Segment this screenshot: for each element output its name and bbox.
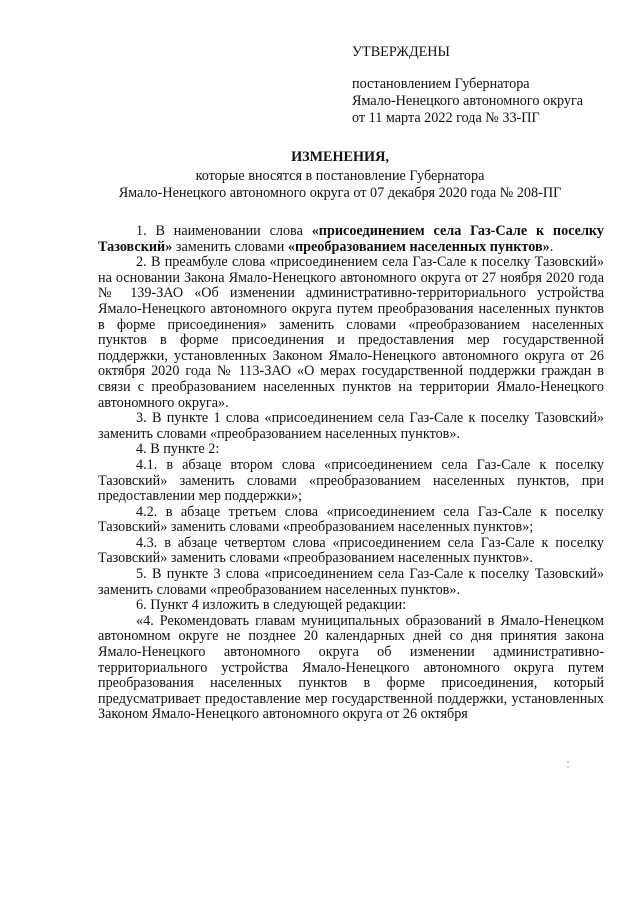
item-1-text-a: 1. В наименовании слова bbox=[136, 223, 312, 239]
item-1 bbox=[98, 224, 604, 255]
item-1-text-c: заменить словами bbox=[172, 238, 288, 255]
item-1-text-e: . bbox=[549, 238, 554, 255]
item-2: 2. В преамбуле слова «присоединением села Газ-Сале к поселку Тазовский» на основании Закона Ямало-Ненецкого автономного округа от 27 ноября 2020 года № 139-ЗАО «Об изменении административно-территориального устройства Ямало-Ненецкого автономного округа путем преобразования населенных пунктов в форме присоединения» заменить словами «преобразованием населенных пунктов в форме присоединения и предоставления мер государственной поддержки, установленных Законом Ямало-Ненецкого автономного округа от 26 октября 2020 года № 113-ЗАО «О мерах государственной поддержки граждан в связи с преобразованием населенных пунктов на территории Ямало-Ненецкого автономного округа». bbox=[98, 254, 604, 411]
document-body bbox=[98, 224, 604, 723]
approval-line-2: Ямало-Ненецкого автономного округа bbox=[352, 93, 584, 109]
approval-line-3: от 11 марта 2022 года № 33-ПГ bbox=[352, 110, 540, 126]
item-6-new-text: «4. Рекомендовать главам муниципальных образований в Ямало-Ненецком автономном округе не позднее 20 календарных дней со дня принятия закона Ямало-Ненецкого автономного округа об изменении административно-территориального устройства Ямало-Ненецкого автономного округа путем преобразования населенных пунктов в форме присоединения, который предусматривает предоставление мер государственной поддержки, установленных Законом Ямало-Ненецкого автономного округа от 26 октября bbox=[98, 612, 604, 723]
item-3: 3. В пункте 1 слова «присоединением села Газ-Сале к поселку Тазовский» заменить словами «преобразованием населенных пунктов». bbox=[98, 410, 604, 442]
approval-heading: УТВЕРЖДЕНЫ bbox=[352, 44, 450, 60]
scan-mark bbox=[567, 760, 569, 770]
item-1-old-words: «присоединением села Газ-Сале к поселку Тазовский» bbox=[98, 223, 604, 255]
item-4-2: 4.2. в абзаце третьем слова «присоединением села Газ-Сале к поселку Тазовский» заменить словами «преобразованием населенных пунктов»; bbox=[98, 503, 604, 536]
approval-line-1: постановлением Губернатора bbox=[352, 76, 530, 92]
item-4-3: 4.3. в абзаце четвертом слова «присоединением села Газ-Сале к поселку Тазовский» заменить словами «преобразованием населенных пунктов». bbox=[98, 534, 604, 567]
approval-stamp bbox=[352, 44, 622, 127]
document-title: ИЗМЕНЕНИЯ, bbox=[291, 149, 389, 165]
item-6: 6. Пункт 4 изложить в следующей редакции: bbox=[136, 597, 407, 614]
item-5: 5. В пункте 3 слова «присоединением села Газ-Сале к поселку Тазовский» заменить словами «преобразованием населенных пунктов». bbox=[98, 566, 604, 598]
document-subtitle-line-1: которые вносятся в постановление Губернатора bbox=[195, 168, 485, 184]
document-title-block bbox=[70, 149, 610, 202]
document-subtitle-line-2: Ямало-Ненецкого автономного округа от 07 декабря 2020 года № 208-ПГ bbox=[118, 185, 562, 201]
scan-dot-icon bbox=[567, 760, 569, 770]
item-4-1: 4.1. в абзаце втором слова «присоединением села Газ-Сале к поселку Тазовский» заменить словами «преобразованием населенных пунктов, при предоставлении мер поддержки»; bbox=[98, 456, 604, 505]
item-4: 4. В пункте 2: bbox=[136, 441, 220, 458]
item-1-new-words: «преобразованием населенных пунктов» bbox=[287, 238, 550, 255]
